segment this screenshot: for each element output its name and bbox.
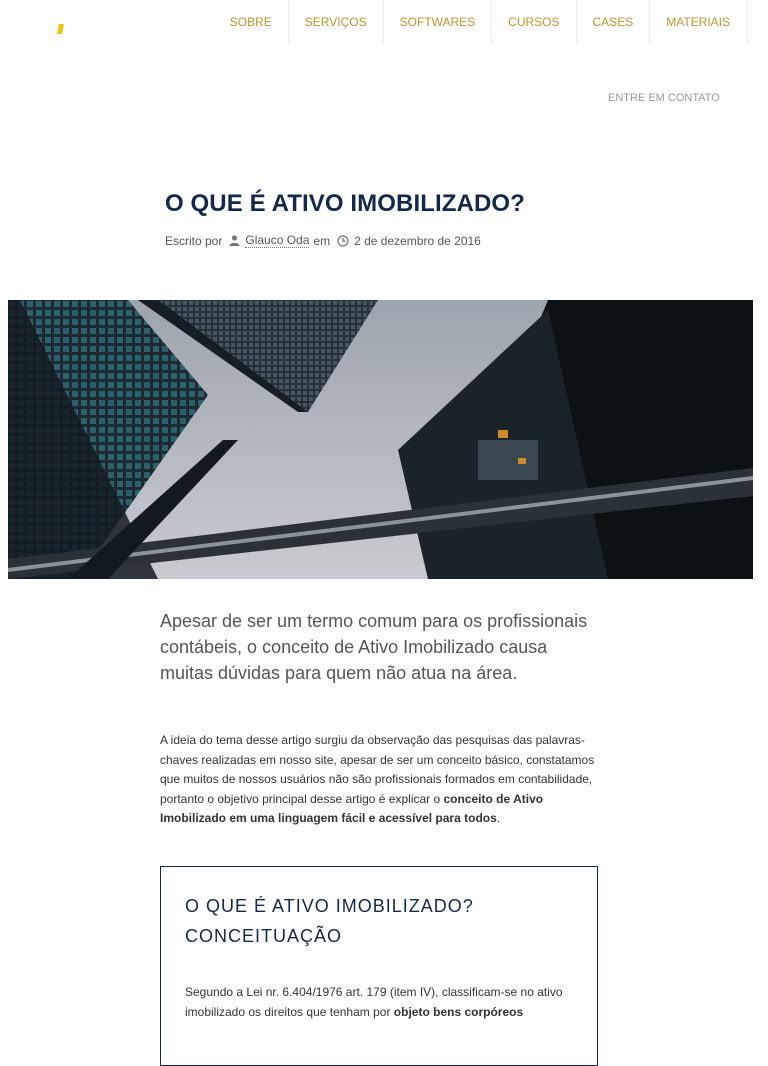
logo-mark[interactable] (57, 24, 64, 34)
post-date: 2 de dezembro de 2016 (354, 233, 481, 248)
clock-icon (337, 235, 349, 247)
nav-item-materiais[interactable]: MATERIAIS (650, 0, 748, 44)
nav-item-sobre[interactable]: SOBRE (214, 0, 289, 44)
paragraph-bold: conceito de Ativo Imobilizado em uma linguagem fácil e acessível para todos (160, 791, 544, 825)
article-lead: Apesar de ser um termo comum para os profissionais contábeis, o conceito de Ativo Imobilizado causa muitas dúvidas para quem não atua na área. (160, 611, 588, 683)
main-nav (214, 0, 748, 44)
paragraph-end: . (496, 811, 501, 825)
contact-link[interactable]: ENTRE EM CONTATO (608, 92, 720, 104)
nav-item-servicos[interactable]: SERVIÇOS (289, 0, 384, 44)
article-paragraph (160, 731, 600, 829)
section-text (185, 983, 577, 1022)
author-link[interactable]: Glauco Oda (245, 233, 310, 247)
hero-image (8, 300, 753, 579)
written-by-label: Escrito por (165, 233, 223, 248)
article-title: O QUE É ATIVO IMOBILIZADO? (165, 190, 525, 217)
nav-item-cursos[interactable]: CURSOS (492, 0, 576, 44)
nav-item-softwares[interactable]: SOFTWARES (384, 0, 493, 44)
section-text-plain: Segundo a Lei nr. 6.404/1976 art. 179 (item IV), classificam-se no ativo imobilizado os direitos que tenham por (185, 985, 563, 1019)
section-title: O QUE É ATIVO IMOBILIZADO? CONCEITUAÇÃO (185, 896, 474, 946)
nav-item-cases[interactable]: CASES (577, 0, 651, 44)
user-icon (229, 235, 240, 246)
article-meta (165, 233, 481, 248)
section-text-bold: objeto bens corpóreos (393, 1004, 524, 1019)
section-box (160, 866, 598, 1066)
in-label: em (313, 233, 331, 248)
paragraph-text: A ideia do tema desse artigo surgiu da observação das pesquisas das palavras-chaves realizadas em nosso site, apesar de ser um conceito básico, constatamos que muitos de nossos usuários não são profissionais formados em contabilidade, portanto o objetivo principal desse artigo é explicar o (160, 733, 595, 806)
